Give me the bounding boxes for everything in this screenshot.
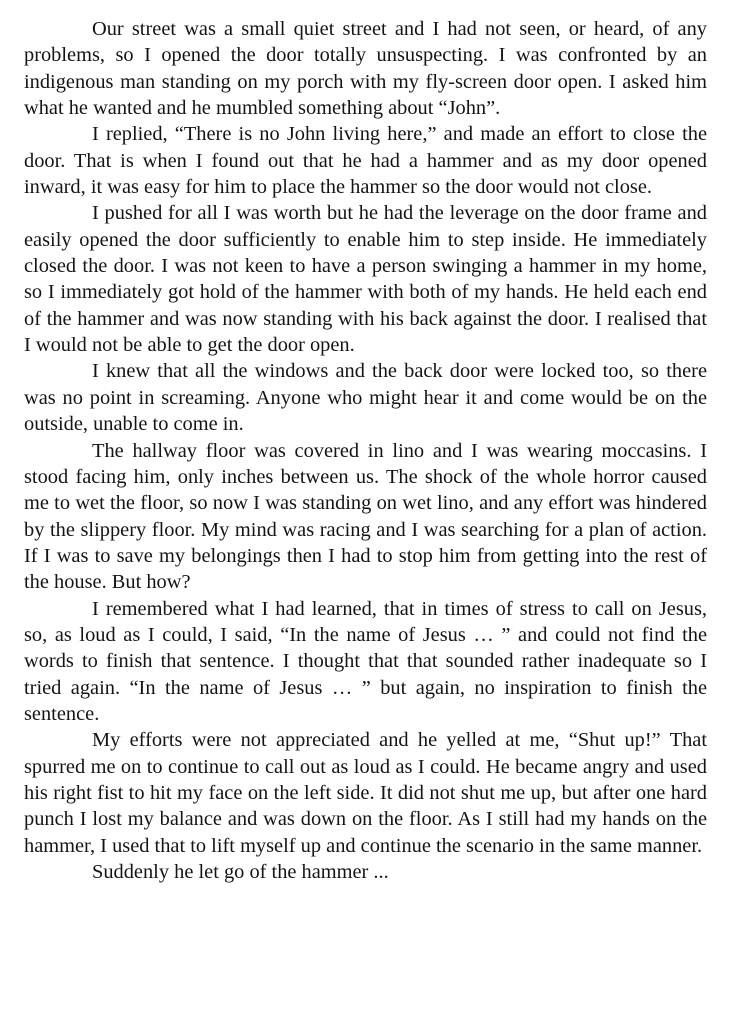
- paragraph-6: I remembered what I had learned, that in times of stress to call on Jesus, so, as loud as I could, I said, “In the name of Jesus … ” and could not find the words to finish that sentence. I thought that that sounded rather inadequate so I tried again. “In the name of Jesus … ” but again, no inspiration to finish the sentence.: [24, 597, 707, 725]
- paragraph-5: The hallway floor was covered in lino and I was wearing moccasins. I stood facing him, only inches between us. The shock of the whole horror caused me to wet the floor, so now I was standing on wet lino, and any effort was hindered by the slippery floor. My mind was racing and I was searching for a plan of action. If I was to save my belongings then I had to stop him from getting into the rest of the house. But how?: [24, 439, 707, 594]
- paragraph-8: Suddenly he let go of the hammer ...: [92, 861, 389, 883]
- paragraph-3: I pushed for all I was worth but he had the leverage on the door frame and easily opened the door sufficiently to enable him to step inside. He immediately closed the door. I was not keen to have a person swinging a hammer in my home, so I immediately got hold of the hammer with both of my hands. He held each end of the hammer and was now standing with his back against the door. I realised that I would not be able to get the door open.: [24, 202, 707, 357]
- paragraph-1: Our street was a small quiet street and I had not seen, or heard, of any problems, so I opened the door totally unsuspecting. I was confronted by an indigenous man standing on my porch with my fly-screen door open. I asked him what he wanted and he mumbled something about “John”.: [24, 18, 707, 120]
- paragraph-7: My efforts were not appreciated and he yelled at me, “Shut up!” That spurred me on to continue to call out as loud as I could. He became angry and used his right fist to hit my face on the left side. It did not shut me up, but after one hard punch I lost my balance and was down on the floor. As I still had my hands on the hammer, I used that to lift myself up and continue the scenario in the same manner.: [24, 729, 707, 857]
- paragraph-2: I replied, “There is no John living here,” and made an effort to close the door. That is when I found out that he had a hammer and as my door opened inward, it was easy for him to place the hammer so the door would not close.: [24, 123, 707, 199]
- paragraph-4: I knew that all the windows and the back door were locked too, so there was no point in screaming. Anyone who might hear it and come would be on the outside, unable to come in.: [24, 360, 707, 436]
- document-page: [24, 16, 707, 885]
